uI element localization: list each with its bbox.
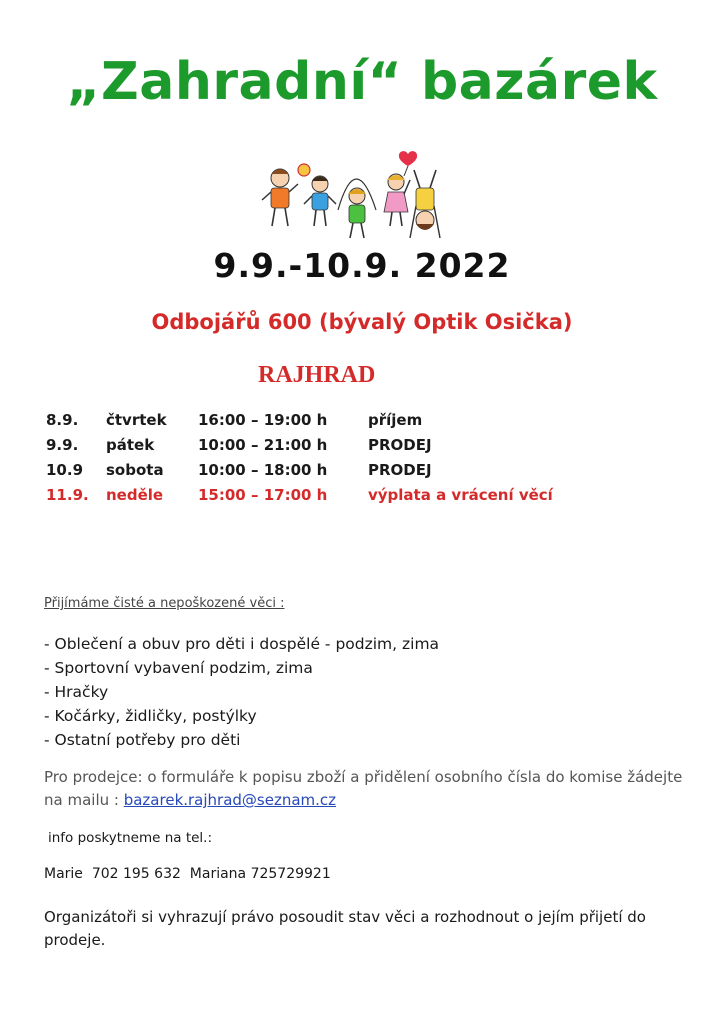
schedule-day: pátek [106, 436, 155, 454]
schedule-date: 9.9. [46, 436, 79, 454]
schedule-note: příjem [368, 411, 423, 429]
heart-icon [399, 151, 417, 166]
schedule-date: 11.9. [46, 486, 89, 504]
schedule-time: 16:00 – 19:00 h [198, 411, 328, 429]
schedule-note: PRODEJ [368, 436, 432, 454]
list-item: - Kočárky, židličky, postýlky [44, 707, 257, 725]
event-address: Odbojářů 600 (bývalý Optik Osička) [151, 310, 573, 334]
schedule-table [46, 408, 686, 508]
sellers-text: Pro prodejce: o formuláře k popisu zboží a přidělení osobního čísla do komise žádejte na mailu : [44, 768, 683, 809]
list-item: - Hračky [44, 683, 109, 701]
list-item: - Oblečení a obuv pro děti i dospělé - podzim, zima [44, 635, 440, 653]
schedule-time: 10:00 – 21:00 h [198, 436, 328, 454]
playing-kids-illustration [258, 148, 448, 244]
accepted-items-heading: Přijímáme čisté a nepoškozené věci : [44, 596, 285, 611]
kid-blue [304, 176, 336, 226]
kid-pink [384, 174, 410, 226]
info-text: info poskytneme na tel.: [48, 830, 213, 846]
email-link[interactable]: bazarek.rajhrad@seznam.cz [123, 791, 337, 809]
schedule-row-highlight [46, 483, 686, 508]
schedule-day: sobota [106, 461, 164, 479]
schedule-note: výplata a vrácení věcí [368, 486, 553, 504]
list-item: - Sportovní vybavení podzim, zima [44, 659, 313, 677]
schedule-row [46, 408, 686, 433]
schedule-time: 10:00 – 18:00 h [198, 461, 328, 479]
schedule-day: neděle [106, 486, 164, 504]
kid-green-jump-rope [338, 179, 376, 238]
schedule-date: 10.9 [46, 461, 84, 479]
schedule-row [46, 433, 686, 458]
event-city: RAJHRAD [258, 362, 376, 388]
accepted-items-list [44, 632, 439, 752]
page-title: „Zahradní“ bazárek [66, 52, 658, 112]
list-item: - Ostatní potřeby pro děti [44, 731, 241, 749]
kid-orange [262, 169, 298, 226]
schedule-row [46, 458, 686, 483]
schedule-date: 8.9. [46, 411, 79, 429]
sellers-paragraph [44, 766, 684, 812]
schedule-time: 15:00 – 17:00 h [198, 486, 328, 504]
kid-yellow-handstand [410, 170, 440, 238]
ball-icon [298, 164, 310, 176]
organizers-note: Organizátoři si vyhrazují právo posoudit stav věci a rozhodnout o jejím přijetí do prodeje. [44, 908, 646, 949]
contact-phones: Marie 702 195 632 Mariana 725729921 [44, 866, 331, 882]
schedule-day: čtvrtek [106, 411, 167, 429]
schedule-note: PRODEJ [368, 461, 432, 479]
event-dates: 9.9.-10.9. 2022 [213, 246, 511, 285]
